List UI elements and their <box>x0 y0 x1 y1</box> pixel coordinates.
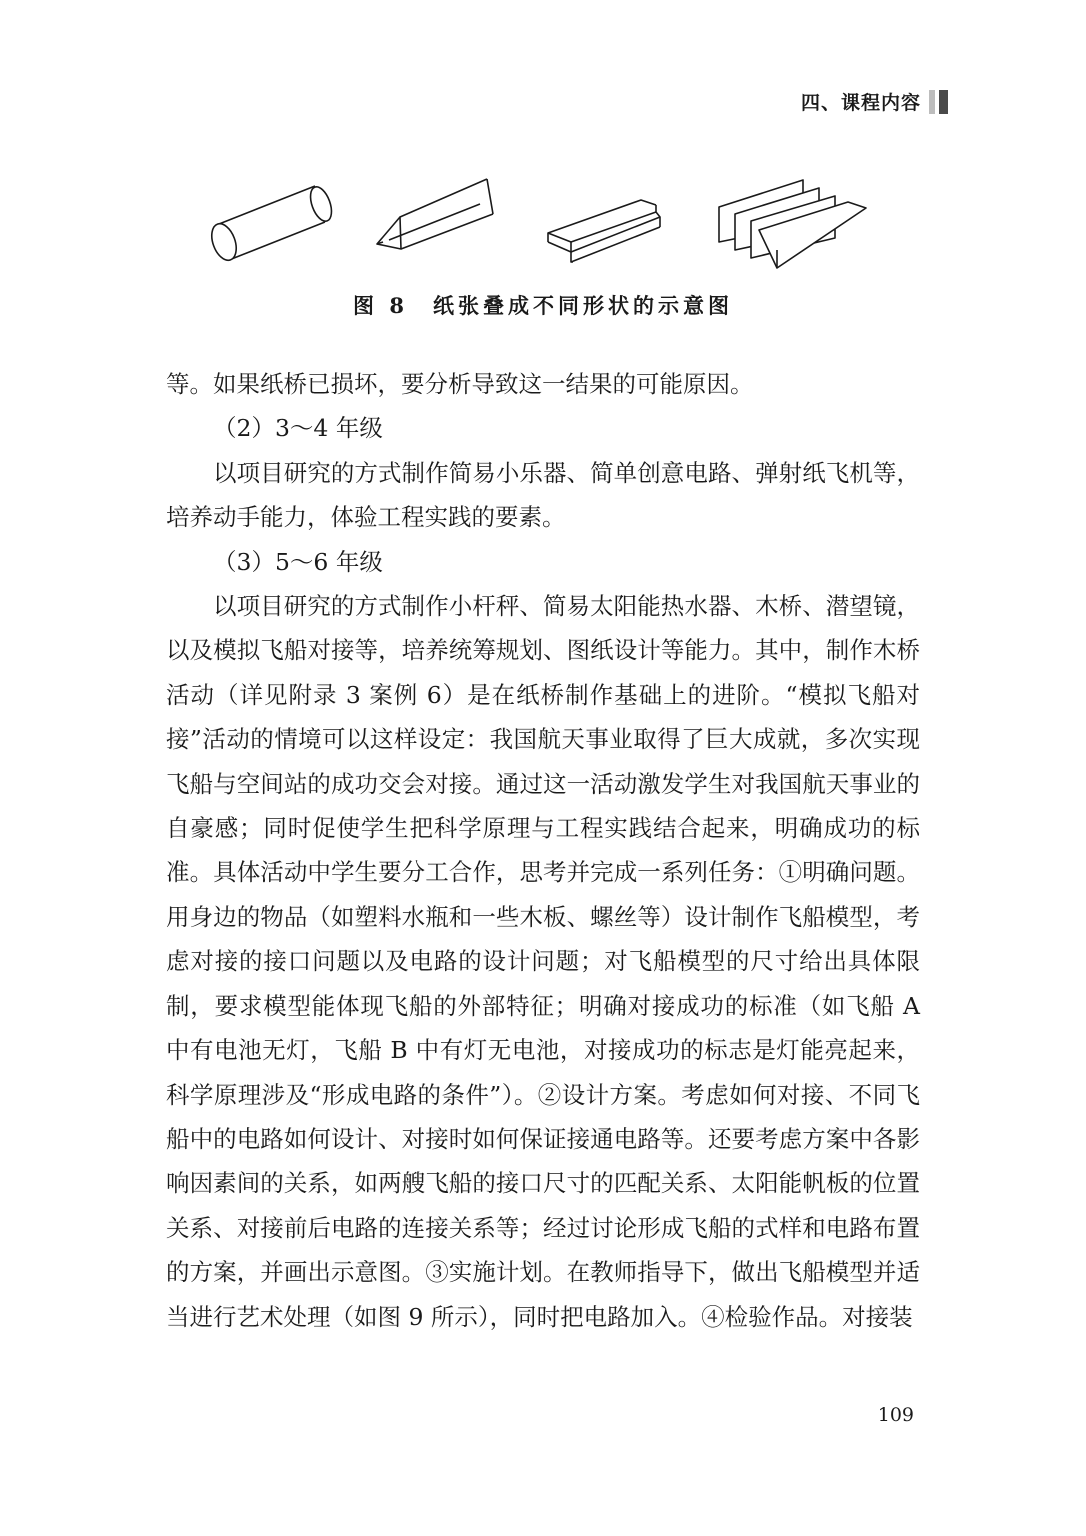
grade-3-4-paragraph: 以项目研究的方式制作简易小乐器、简单创意电路、弹射纸飞机等，培养动手能力，体验工程实践的要素。 <box>166 458 920 532</box>
running-header <box>801 88 948 115</box>
cylinder-shape <box>207 184 335 264</box>
page-number: 109 <box>877 1404 914 1426</box>
header-bar-dark <box>939 90 948 114</box>
zigzag-fold-shape <box>719 180 866 268</box>
header-bar-light <box>929 90 935 114</box>
grade-5-6-heading: （3）5～6 年级 <box>213 547 383 576</box>
grade-5-6-paragraph: 以项目研究的方式制作小杆秤、简易太阳能热水器、木桥、潜望镜，以及模拟飞船对接等，培养统筹规划、图纸设计等能力。其中，制作木桥活动（详见附录 3 案例 6）是在纸桥制作基础上的进阶。“模拟飞船对接”活动的情境可以这样设定：我国航天事业取得了巨大成就，多次实现飞船与空间站的成功交会对接。通过这一活动激发学生对我国航天事业的自豪感；同时促使学生把科学原理与工程实践结合起来，明确成功的标准。具体活动中学生要分工合作，思考并完成一系列任务：①明确问题。用身边的物品（如塑料水瓶和一些木板、螺丝等）设计制作飞船模型，考虑对接的接口问题以及电路的设计问题；对飞船模型的尺寸给出具体限制，要求模型能体现飞船的外部特征；明确对接成功的标准（如飞船 A 中有电池无灯，飞船 B 中有灯无电池，对接成功的标志是灯能亮起来，科学原理涉及“形成电路的条件”）。②设计方案。考虑如何对接、不同飞船中的电路如何设计、对接时如何保证接通电路等。还要考虑方案中各影响因素间的关系，如两艘飞船的接口尺寸的匹配关系、太阳能帆板的位置关系、对接前后电路的连接关系等；经过讨论形成飞船的式样和电路布置的方案，并画出示意图。③实施计划。在教师指导下，做出飞船模型并适当进行艺术处理（如图 9 所示），同时把电路加入。④检验作品。对接装 <box>166 592 920 1331</box>
section-title: 四、课程内容 <box>800 92 921 114</box>
triangular-prism-shape <box>377 179 493 249</box>
header-decoration <box>929 90 948 114</box>
channel-fold-shape <box>548 200 660 262</box>
figure-caption: 图 8 纸张叠成不同形状的示意图 <box>353 293 733 318</box>
paper-shapes-illustration <box>205 172 885 272</box>
grade-3-4-heading: （2）3～4 年级 <box>213 414 383 443</box>
paragraph-continuation: 等。如果纸桥已损坏，要分析导致这一结果的可能原因。 <box>166 370 754 398</box>
body-text <box>166 362 920 1339</box>
paper-shapes-figure <box>205 172 885 272</box>
